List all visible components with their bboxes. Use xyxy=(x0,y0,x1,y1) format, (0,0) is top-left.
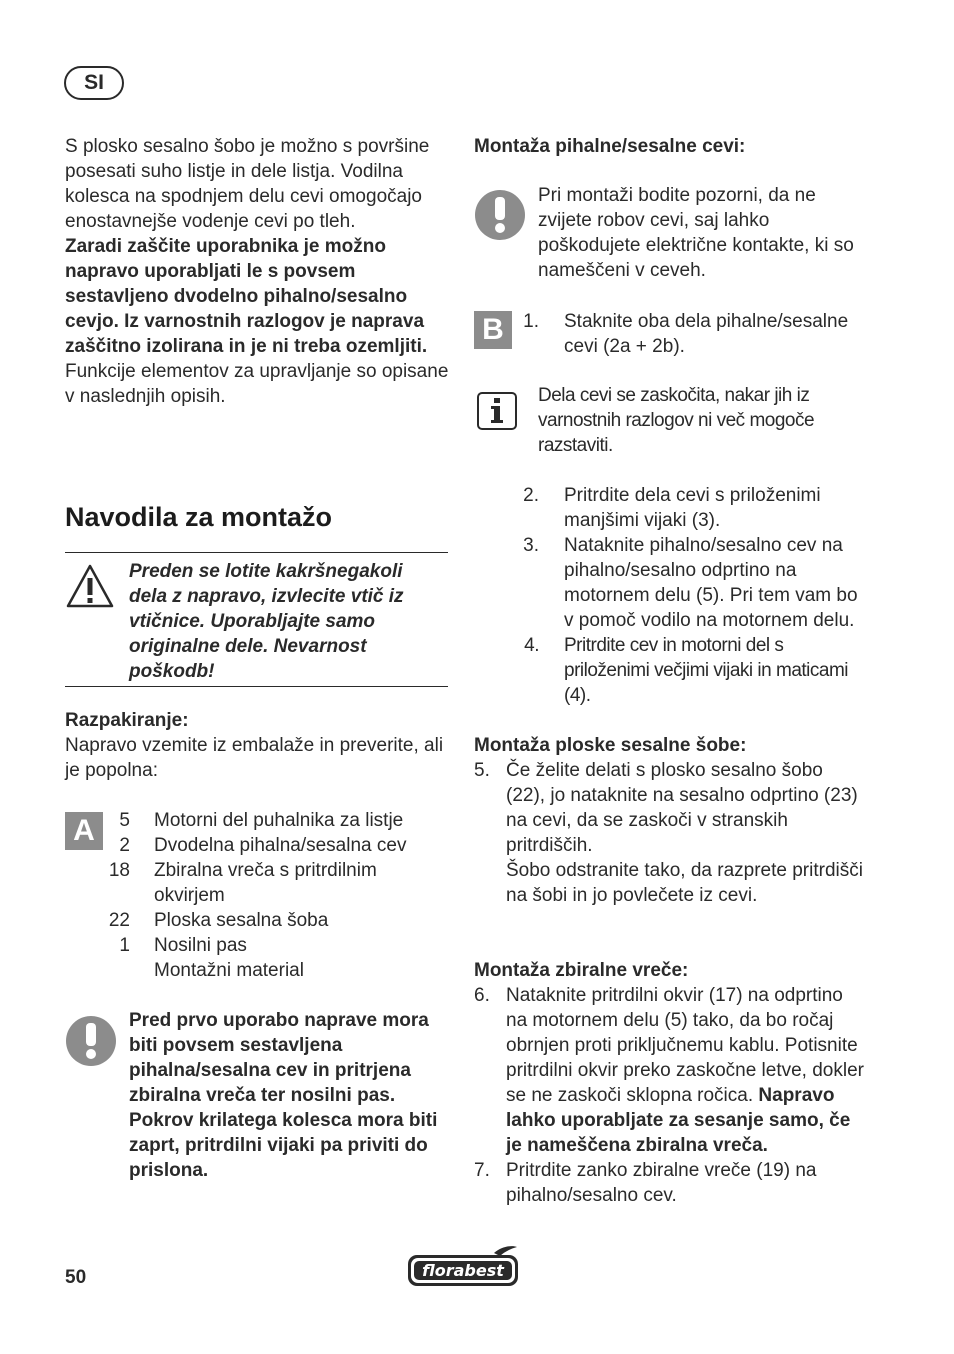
list-item: 18 Zbiralna vreča s pritrdilnim okvirjem xyxy=(108,860,377,906)
step-5: 5. Če želite delati s plosko sesalno šobo (22), jo nataknite na sesalno odprtino (23) na cevi, da se zaskoči v stranskih pritrdiščih. Šobo odstranite tako, da razprete pritrdišči na šobi in jo povlečete iz cevi. xyxy=(474,760,863,906)
step-3: 3. Nataknite pihalno/sesalno cev na pihalno/sesalno odprtino na motornem delu (5). Pri tem vam bo v pomoč vodilo na motornem delu. xyxy=(523,535,858,631)
intro-section xyxy=(65,134,450,409)
list-item: 22 Ploska sesalna šoba xyxy=(108,910,329,931)
list-item: 5 Motorni del puhalnika za listje xyxy=(119,810,404,831)
list-item: Montažni material xyxy=(154,960,304,981)
unpacking-section xyxy=(65,708,450,783)
exclamation-circle-icon xyxy=(66,1016,116,1066)
intro-paragraph: S plosko sesalno šobo je možno s površine posesati suho listje in dele listja. Vodilna kolesca na spodnjem delu cevi omogočajo enostavnejše vodenje cevi po tleh. xyxy=(65,136,430,232)
tube-title: Montaža pihalne/sesalne cevi: xyxy=(474,136,746,157)
step-7: 7. Pritrdite zanko zbiralne vreče (19) na pihalno/sesalno cev. xyxy=(474,1160,817,1206)
figure-b-marker: B xyxy=(474,311,512,349)
page-number: 50 xyxy=(65,1267,87,1288)
warning-text: Preden se lotite kakršnegakoli dela z napravo, izvlecite vtič iz vtičnice. Uporabljajte samo originalne dele. Nevarnost poškodb! xyxy=(129,561,404,682)
warning-triangle-icon xyxy=(66,563,114,616)
step-1: 1. Staknite oba dela pihalne/sesalne cevi (2a + 2b). xyxy=(523,311,849,357)
florabest-logo xyxy=(406,1244,520,1297)
caution-text: Pri montaži bodite pozorni, da ne zvijete robov cevi, saj lahko poškodujete električne kontakte, ki so nameščeni v ceveh. xyxy=(538,185,854,281)
notice-text: Pred prvo uporabo naprave mora biti povsem sestavljena pihalna/sesalna cev in pritrjena zbiralna vreča ter nosilni pas. Pokrov krilatega kolesca mora biti zaprt, pritrdilni vijaki pa priviti do prislona. xyxy=(129,1010,438,1181)
unpacking-title: Razpakiranje: xyxy=(65,710,189,731)
info-text: Dela cevi se zaskočita, nakar jih iz varnostnih razlogov ni več mogoče razstaviti. xyxy=(538,385,815,456)
step-2: 2. Pritrdite dela cevi s priloženimi manjšimi vijaki (3). xyxy=(523,485,821,531)
unpacking-text: Napravo vzemite iz embalaže in preverite, ali je popolna: xyxy=(65,735,444,781)
brand-name: florabest xyxy=(422,1261,504,1280)
bag-section xyxy=(474,958,864,1208)
nozzle-title: Montaža ploske sesalne šobe: xyxy=(474,735,747,756)
step-4: 4. Pritrdite cev in motorni del s priloženimi večjimi vijaki in maticami (4). xyxy=(524,635,849,706)
exclamation-circle-icon xyxy=(475,190,525,240)
list-item: 2 Dvodelna pihalna/sesalna cev xyxy=(119,835,407,856)
divider-bottom xyxy=(65,686,448,687)
intro-bold-paragraph: Zaradi zaščite uporabnika je možno napravo uporabljati le s povsem sestavljeno dvodelno pihalno/sesalno cevjo. Iz varnostnih razlogov je naprava zaščitno izolirana in je ni treba ozemljiti. xyxy=(65,236,428,357)
language-badge: SI xyxy=(64,66,124,100)
tube-steps xyxy=(474,483,864,708)
figure-a-marker: A xyxy=(65,812,103,850)
section-heading: Navodila za montažo xyxy=(65,502,333,532)
divider-top xyxy=(65,552,448,553)
bag-title: Montaža zbiralne vreče: xyxy=(474,960,689,981)
contents-list xyxy=(65,808,450,983)
intro-functions-paragraph: Funkcije elementov za upravljanje so opisane v naslednjih opisih. xyxy=(65,361,449,407)
nozzle-section xyxy=(474,733,864,908)
step-6: 6. Nataknite pritrdilni okvir (17) na odprtino na motornem delu (5) tako, da bo ročaj obrnjen proti priključnemu kablu. Potisnite pritrdilni okvir preko zaskočne letve, dokler se ne zaskoči sklopna ročica. Napravo lahko uporabljate za sesanje samo, če je nameščena zbiralna vreča. xyxy=(474,985,864,1156)
list-item: 1 Nosilni pas xyxy=(119,935,247,956)
info-icon xyxy=(477,392,517,430)
